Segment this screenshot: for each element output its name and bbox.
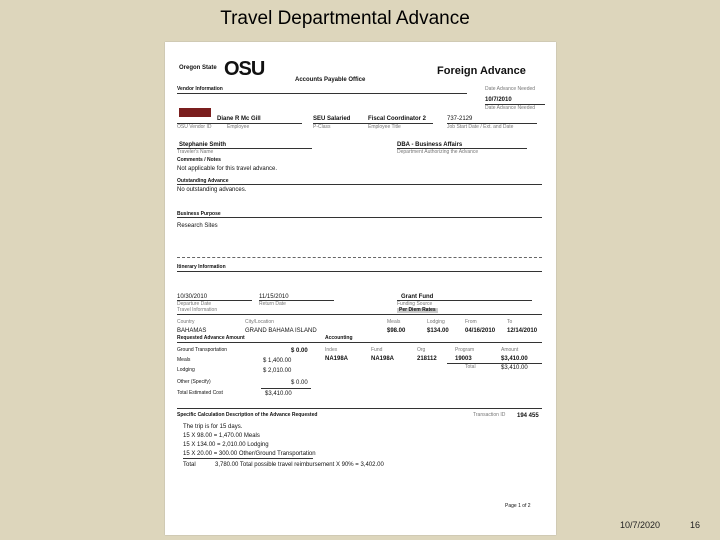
calc-label: Specific Calculation Description of the Advance Requested xyxy=(177,412,318,418)
lodging-rate: $134.00 xyxy=(427,328,449,334)
page-of: Page 1 of 2 xyxy=(505,503,531,509)
grant-label: Grant Fund xyxy=(401,294,434,300)
purpose-label: Business Purpose xyxy=(177,211,221,217)
other-value: $ 0.00 xyxy=(291,380,308,386)
transaction-value: 194 455 xyxy=(517,413,539,419)
form-title: Foreign Advance xyxy=(437,65,526,77)
index-label: Index xyxy=(325,347,338,353)
traveler-label: Employee xyxy=(227,124,250,130)
transaction-label: Transaction ID xyxy=(473,412,506,418)
from-col-label: From xyxy=(465,319,477,325)
to-date: 12/14/2010 xyxy=(507,328,538,334)
department-label: P-Class xyxy=(313,124,331,130)
meals-row-label: Meals xyxy=(177,357,191,363)
lodging-col-label: Lodging xyxy=(427,319,445,325)
comments-value: Not applicable for this travel advance. xyxy=(177,166,278,172)
org-value: 218112 xyxy=(417,356,437,362)
slide-page-number: 16 xyxy=(690,520,701,530)
calc-total: 3,780.00 Total possible travel reimbursement X 90% = 3,402.00 xyxy=(215,462,384,468)
program-label: Program xyxy=(455,347,475,353)
date-needed-value: 10/7/2010 xyxy=(485,97,512,103)
comments-label: Comments / Notes xyxy=(177,157,221,163)
calc-line-3: 15 X 134.00 = 2,010.00 Lodging xyxy=(183,442,269,448)
city-label: City/Location xyxy=(245,319,274,325)
phone-label: Job Start Date / Ext. and Date xyxy=(447,124,514,130)
return-label: Return Date xyxy=(259,301,286,307)
traveler-name: Diane R Mc Gill xyxy=(217,116,261,122)
outstanding-value: No outstanding advances. xyxy=(177,187,247,193)
logo-text: Oregon State xyxy=(179,65,217,71)
slide-date: 10/7/2020 xyxy=(620,520,661,530)
fund-label: Fund xyxy=(371,347,383,353)
lodging-row-label: Lodging xyxy=(177,367,195,373)
osu-id-label: OSU Vendor ID xyxy=(177,124,212,130)
org-label: Org xyxy=(417,347,426,353)
slide-title: Travel Departmental Advance xyxy=(220,8,470,29)
calc-line-4: 15 X 20.00 = 300.00 Other/Ground Transportation xyxy=(183,451,316,457)
calc-line-2: 15 X 98.00 = 1,470.00 Meals xyxy=(183,433,260,439)
return-date: 11/15/2010 xyxy=(259,294,289,300)
funding-label: Funding Source xyxy=(397,301,433,307)
from-date: 04/16/2010 xyxy=(465,328,496,334)
meals-col-label: Meals xyxy=(387,319,401,325)
date-needed-label: Date Advance Needed xyxy=(485,86,536,92)
total-value: $3,410.00 xyxy=(501,365,528,371)
total-label: Total xyxy=(465,364,476,370)
outstanding-label: Outstanding Advance xyxy=(177,178,229,184)
phone-value: 737-2129 xyxy=(447,116,473,122)
logo-osu: OSU xyxy=(224,58,265,80)
est-cost-label: Total Estimated Cost xyxy=(177,390,223,396)
meals-amount: $ 1,400.00 xyxy=(263,358,292,364)
amount-value: $3,410.00 xyxy=(501,356,528,362)
program-value: 19003 xyxy=(455,356,472,362)
date-label-2: Date Advance Needed xyxy=(485,105,536,111)
depart-date: 10/30/2010 xyxy=(177,294,208,300)
department-value: SEU Salaried xyxy=(313,116,351,122)
lodging-amount: $ 2,010.00 xyxy=(263,368,292,374)
index-value: NA198A xyxy=(325,356,349,362)
to-col-label: To xyxy=(507,319,513,325)
calc-line-1: The trip is for 15 days. xyxy=(183,424,243,430)
ground-value: $ 0.00 xyxy=(291,348,308,354)
city-value: GRAND BAHAMA ISLAND xyxy=(245,328,317,334)
country-value: BAHAMAS xyxy=(177,328,207,334)
vendor-label: Vendor Information xyxy=(177,86,223,92)
accounting-label: Accounting xyxy=(325,335,353,341)
ground-label: Ground Transportation xyxy=(177,347,228,353)
depart-label: Departure Date xyxy=(177,301,212,307)
travel-info-label: Travel Information xyxy=(177,307,218,313)
osu-logo xyxy=(177,59,269,83)
title-value: Fiscal Coordinator 2 xyxy=(368,116,427,122)
per-diem-label: Per Diem Rates xyxy=(399,307,436,313)
purpose-value: Research Sites xyxy=(177,223,218,229)
contact-label: Traveler's Name xyxy=(177,149,214,155)
meals-rate: $98.00 xyxy=(387,328,406,334)
scanned-form xyxy=(165,42,556,535)
office-name: Accounts Payable Office xyxy=(295,77,366,83)
amount-label: Amount xyxy=(501,347,519,353)
redaction xyxy=(179,108,211,117)
dept-code-label: Department Authorizing the Advance xyxy=(397,149,479,155)
fund-value: NA198A xyxy=(371,356,395,362)
requested-label: Requested Advance Amount xyxy=(177,335,245,341)
title-label: Employee Title xyxy=(368,124,401,130)
itinerary-label: Itinerary Information xyxy=(177,264,226,270)
est-cost-value: $3,410.00 xyxy=(265,391,292,397)
dept-code: DBA - Business Affairs xyxy=(397,142,463,148)
calc-total-label: Total xyxy=(183,462,196,468)
contact-name: Stephanie Smith xyxy=(179,142,227,148)
other-label: Other (Specify) xyxy=(177,379,211,385)
country-label: Country xyxy=(177,319,195,325)
